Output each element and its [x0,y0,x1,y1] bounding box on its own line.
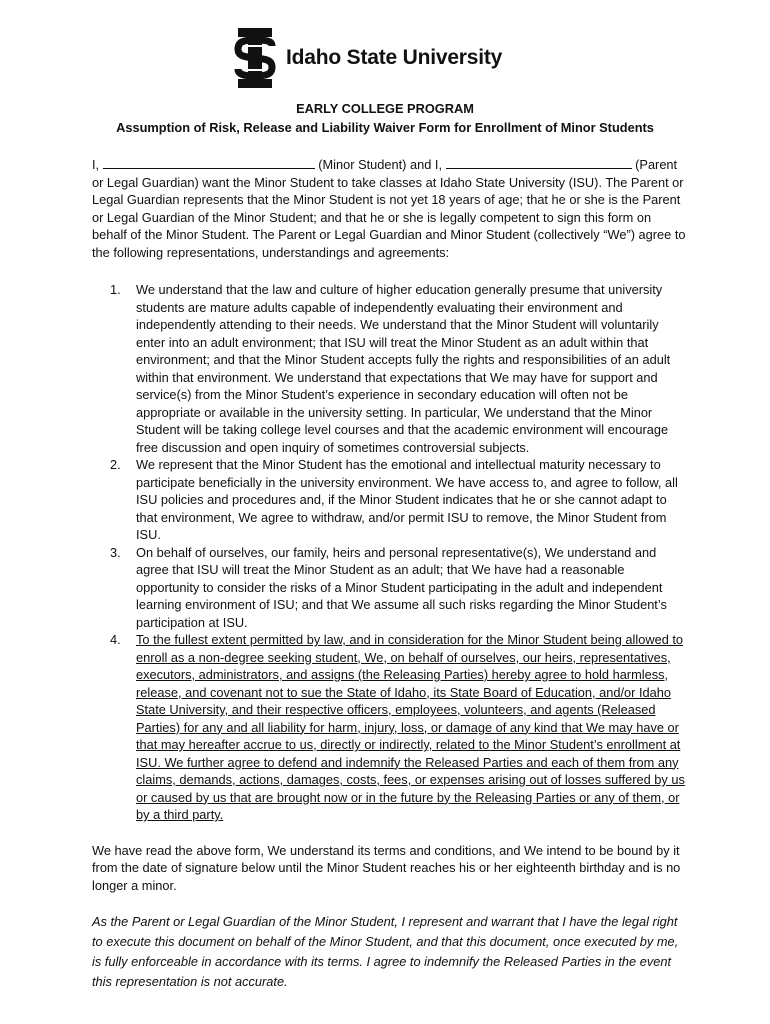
university-name: Idaho State University [286,46,503,69]
list-item: 3. On behalf of ourselves, our family, heirs and personal representative(s), We understand and agree that ISU will treat the Minor Student as an adult; that We have had a reasonable opportunity to consider the risks of a Minor Student participating in the adult and independent learning environment of ISU; and that We assume all such risks regarding the Minor Student’s participation at ISU. [110,544,667,630]
closing-paragraph: We have read the above form, We understand its terms and conditions, and We intend to be bound by it from the date of signature below until the Minor Student reaches his or her eighteenth birthday and is no longer a minor. [92,842,681,893]
program-title: EARLY COLLEGE PROGRAM [296,101,474,116]
intro-paragraph: I, (Minor Student) and I, (Parent or Legal Guardian) want the Minor Student to take classes at Idaho State University (ISU). The Parent or Legal Guardian represents that the Minor Student is not yet 18 years of age; that he or she is the Parent or Legal Guardian of the Minor Student; and that he or she is legally competent to sign this form on behalf of the Minor Student. The Parent or Legal Guardian and Minor Student (collectively “We”) agree to the following representations, understandings and agreements: [92,157,686,260]
form-title [0,100,770,137]
release-clause: To the fullest extent permitted by law, and in consideration for the Minor Student being allowed to enroll as a non-degree seeking student, We, on behalf of ourselves, our heirs, representatives, executors, administrators, and assigns (the Releasing Parties) hereby agree to hold harmless, release, and covenant not to sue the State of Idaho, its State Board of Education, and/or Idaho State University, and their respective officers, employees, volunteers, and agents (Released Parties) for any and all liability for harm, injury, loss, or damage of any kind that We may have or that may hereafter accrue to us, directly or indirectly, related to the Minor Student’s enrollment at ISU. We further agree to defend and indemnify the Released Parties and each of them from any claims, demands, actions, damages, costs, fees, or expenses arising out of losses suffered by us or caused by us that are brought now or in the future by the Releasing Parties or any of them, or by a third party. [136,632,685,822]
form-body [92,156,688,992]
terms-list [92,281,688,824]
guardian-representation: As the Parent or Legal Guardian of the Minor Student, I represent and warrant that I have the legal right to execute this document on behalf of the Minor Student, and that this document, once executed by me, is fully enforceable in accordance with its terms. I agree to indemnify the Released Parties in the event this representation is not accurate. [92,914,679,989]
list-item: 4. To the fullest extent permitted by law, and in consideration for the Minor Student being allowed to enroll as a non-degree seeking student, We, on behalf of ourselves, our heirs, representatives, executors, administrators, and assigns (the Releasing Parties) hereby agree to hold harmless, release, and covenant not to sue the State of Idaho, its State Board of Education, and/or Idaho State University, and their respective officers, employees, volunteers, and agents (Released Parties) for any and all liability for harm, injury, loss, or damage of any kind that We may have or that may hereafter accrue to us, directly or indirectly, related to the Minor Student’s enrollment at ISU. We further agree to defend and indemnify the Released Parties and each of them from any claims, demands, actions, damages, costs, fees, or expenses arising out of losses suffered by us or caused by us that are brought now or in the future by the Releasing Parties or any of them, or by a third party. [110,632,685,822]
minor-student-name-blank[interactable] [103,156,315,169]
header-logo [234,27,502,89]
isu-logo-icon [234,28,276,88]
list-item: 1. We understand that the law and culture of higher education generally presume that university students are mature adults capable of independently evaluating their environment and independently attending to their needs. We understand that the Minor Student will voluntarily enter into an adult environment; that ISU will treat the Minor Student as an adult within that environment; and that the Minor Student accepts fully the rights and responsibilities of an adult within that environment. We understand that expectations that We may have for support and service(s) from the Minor Student’s experience in secondary education will often not be appropriate or available in the university setting. In particular, We understand that the Minor Student will be taking college level courses and that the academic environment will encourage free discussion and open inquiry of sometimes controversial subjects. [110,282,671,455]
parent-name-blank[interactable] [446,156,632,169]
form-subtitle: Assumption of Risk, Release and Liability Waiver Form for Enrollment of Minor Students [116,120,654,135]
list-item: 2. We represent that the Minor Student has the emotional and intellectual maturity necessary to participate beneficially in the university environment. We have access to, and agree to follow, all ISU policies and procedures and, if the Minor Student indicates that he or she cannot adapt to that environment, We agree to withdraw, and/or permit ISU to remove, the Minor Student from ISU. [110,457,678,542]
